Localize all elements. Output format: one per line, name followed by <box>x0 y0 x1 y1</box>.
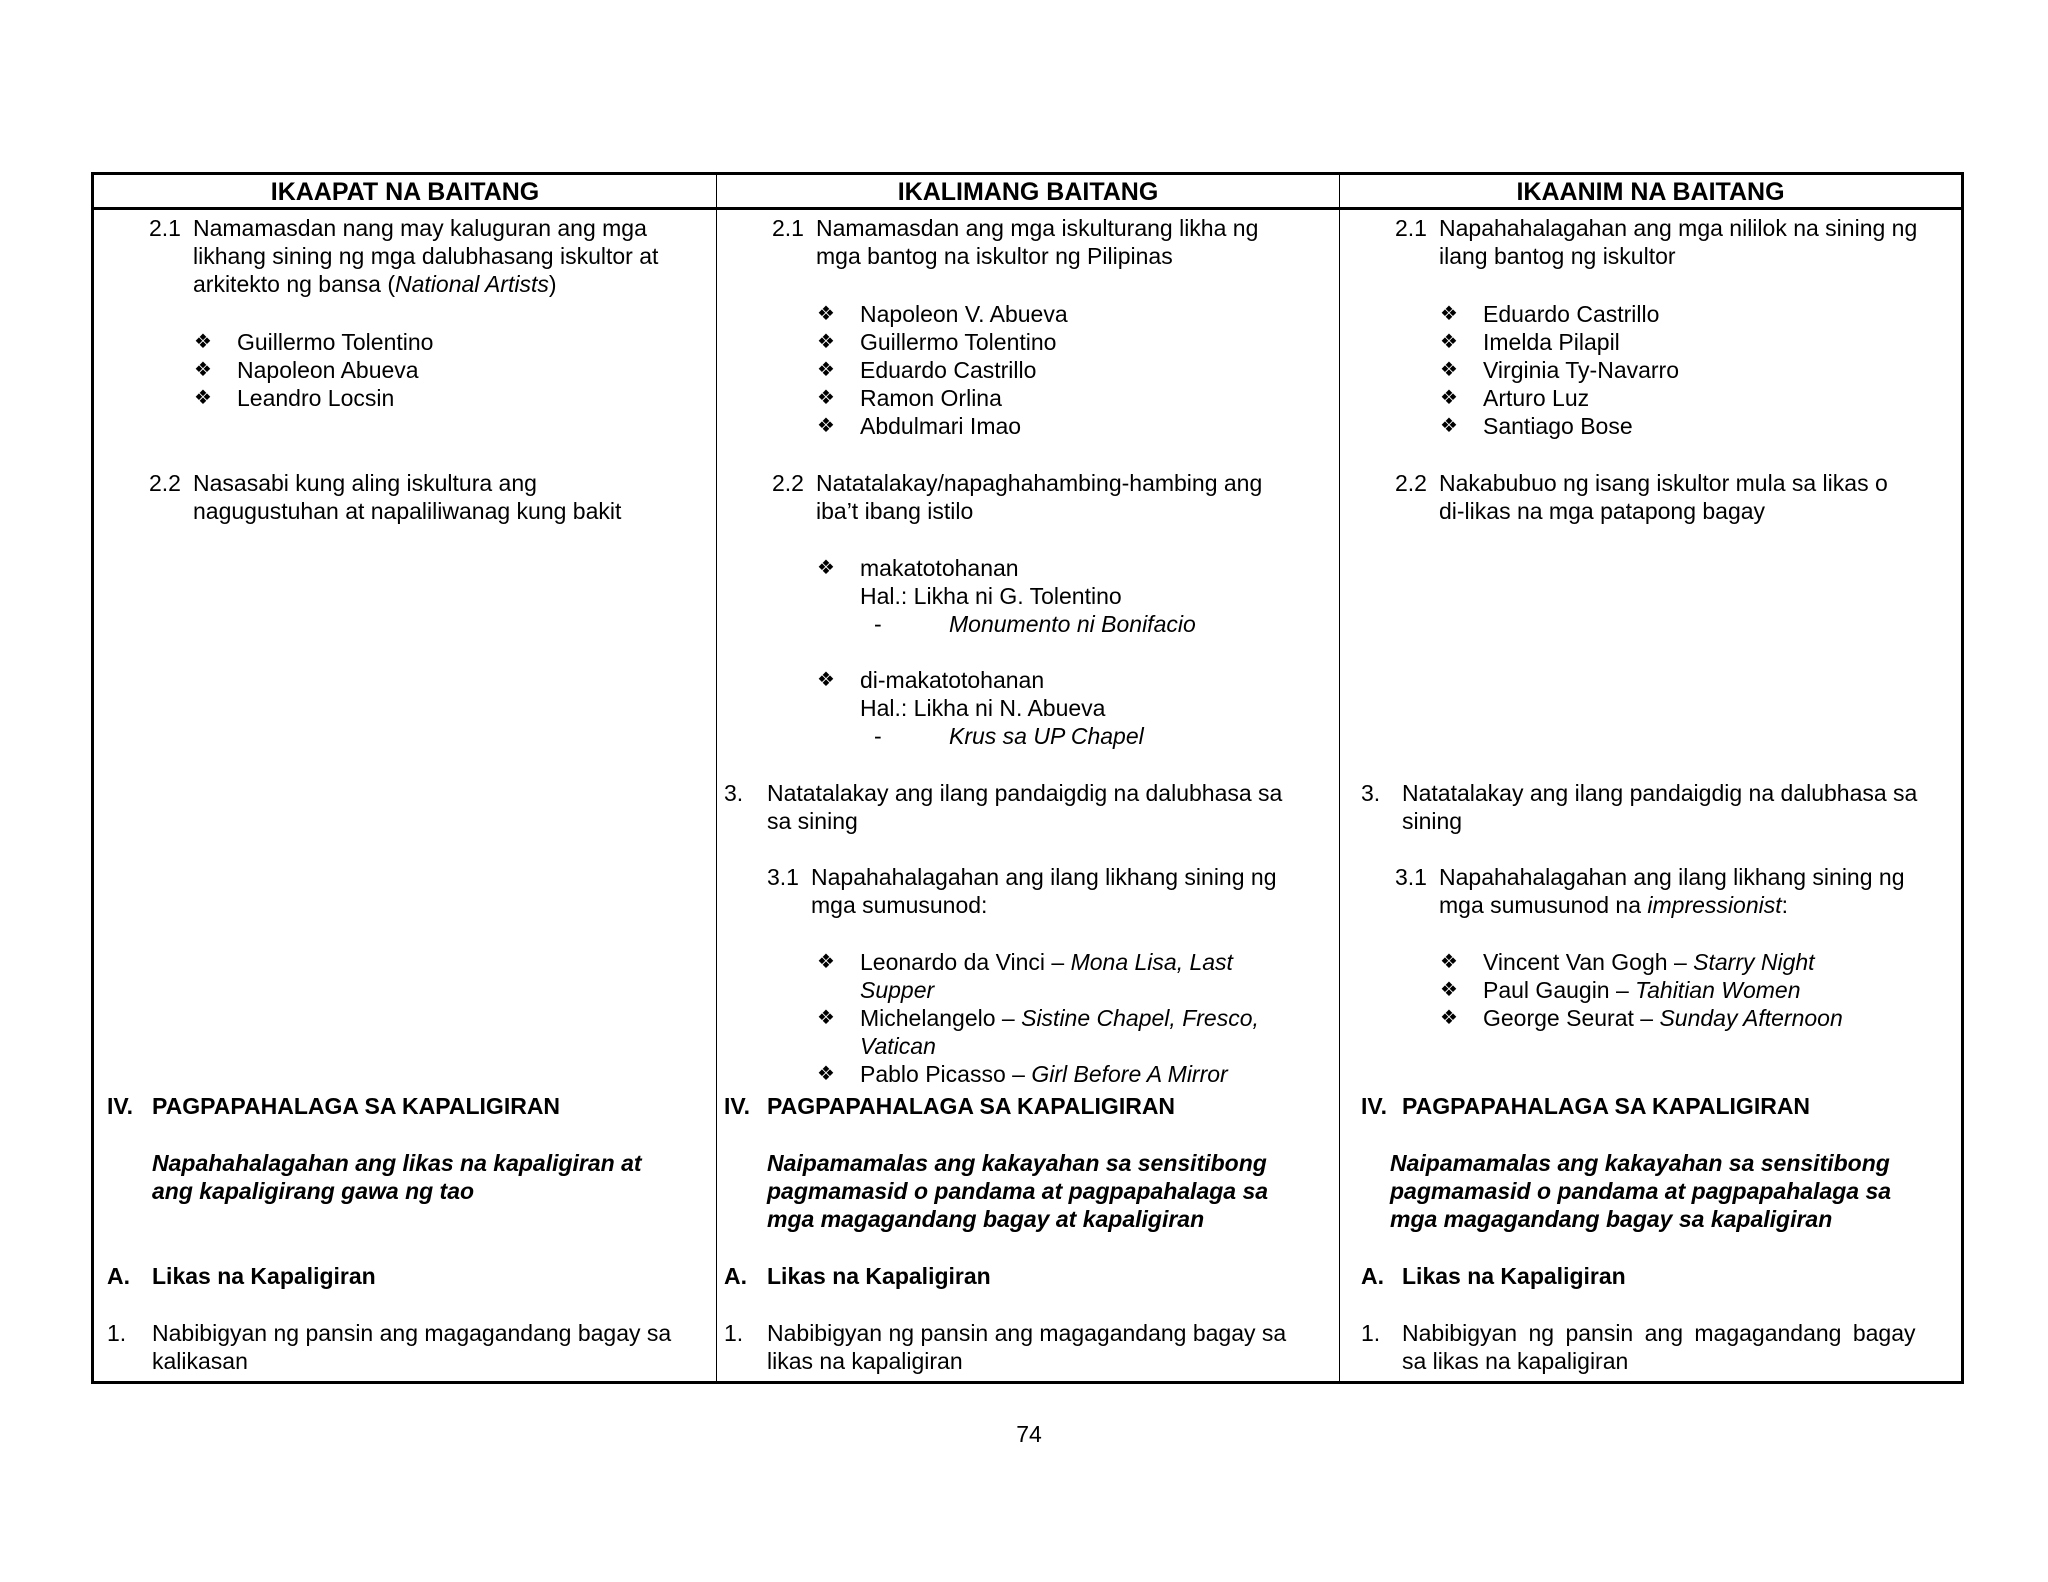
diamond-bullet-icon: ❖ <box>817 669 835 691</box>
section-title: PAGPAPAHALAGA SA KAPALIGIRAN <box>1402 1093 1811 1119</box>
section-description: Napahahalagahan ang likas na kapaligiran at <box>152 1150 642 1176</box>
item-number: 1. <box>724 1320 744 1346</box>
objective-text: di-likas na mga patapong bagay <box>1439 498 1766 524</box>
artist-name: Eduardo Castrillo <box>860 357 1037 383</box>
objective-text: kalikasan <box>152 1348 248 1374</box>
item-number: 2.1 <box>149 215 181 241</box>
item-number: 2.2 <box>1395 470 1427 496</box>
diamond-bullet-icon: ❖ <box>1440 387 1458 409</box>
artist-name: Virginia Ty-Navarro <box>1483 357 1680 383</box>
objective-text: iba’t ibang istilo <box>816 498 974 524</box>
style-example: Hal.: Likha ni G. Tolentino <box>860 583 1122 609</box>
style-example: Hal.: Likha ni N. Abueva <box>860 695 1106 721</box>
item-number: 3. <box>724 780 744 806</box>
header-divider <box>94 207 1961 210</box>
item-number: 2.2 <box>149 470 181 496</box>
artwork-entry: Vincent Van Gogh – Starry Night <box>1483 949 1815 975</box>
section-description: mga magagandang bagay sa kapaligiran <box>1390 1206 1833 1232</box>
diamond-bullet-icon: ❖ <box>1440 359 1458 381</box>
objective-text: nagugustuhan at napaliliwanag kung bakit <box>193 498 622 524</box>
artist-name: Santiago Bose <box>1483 413 1633 439</box>
objective-text: likas na kapaligiran <box>767 1348 963 1374</box>
objective-text: Namamasdan ang mga iskulturang likha ng <box>816 215 1259 241</box>
artist-name: Napoleon V. Abueva <box>860 301 1068 327</box>
style-name: di-makatotohanan <box>860 667 1045 693</box>
style-name: makatotohanan <box>860 555 1019 581</box>
section-title: PAGPAPAHALAGA SA KAPALIGIRAN <box>152 1093 561 1119</box>
header-grade-6: IKAANIM NA BAITANG <box>1516 178 1785 206</box>
objective-text: Namamasdan nang may kaluguran ang mga <box>193 215 647 241</box>
artist-name: Eduardo Castrillo <box>1483 301 1660 327</box>
item-number: 2.1 <box>1395 215 1427 241</box>
objective-text: mga bantog na iskultor ng Pilipinas <box>816 243 1173 269</box>
objective-text: Nabibigyan ng pansin ang magagandang bagay sa <box>152 1320 672 1346</box>
section-description: pagmamasid o pandama at pagpapahalaga sa <box>1390 1178 1892 1204</box>
artwork-title: Vatican <box>860 1033 936 1059</box>
objective-text: Nasasabi kung aling iskultura ang <box>193 470 537 496</box>
artist-name: Guillermo Tolentino <box>860 329 1057 355</box>
diamond-bullet-icon: ❖ <box>817 359 835 381</box>
header-grade-5: IKALIMANG BAITANG <box>897 178 1159 206</box>
objective-text: Napahahalagahan ang mga nililok na sining ng <box>1439 215 1918 241</box>
dash: - <box>874 611 882 637</box>
header-grade-4: IKAAPAT NA BAITANG <box>270 178 540 206</box>
objective-text: mga sumusunod: <box>811 892 988 918</box>
section-number: IV. <box>107 1093 134 1119</box>
item-number: 3. <box>1361 780 1381 806</box>
diamond-bullet-icon: ❖ <box>817 951 835 973</box>
item-number: 3.1 <box>1395 864 1427 890</box>
objective-text: sa likas na kapaligiran <box>1402 1348 1629 1374</box>
objective-text: sining <box>1402 808 1463 834</box>
objective-text: Nakabubuo ng isang iskultor mula sa likas o <box>1439 470 1888 496</box>
objective-text: Napahahalagahan ang ilang likhang sining ng <box>1439 864 1905 890</box>
diamond-bullet-icon: ❖ <box>817 387 835 409</box>
artwork-entry: Michelangelo – Sistine Chapel, Fresco, <box>860 1005 1259 1031</box>
artist-name: Guillermo Tolentino <box>237 329 434 355</box>
subsection-letter: A. <box>107 1263 130 1289</box>
artist-name: Arturo Luz <box>1483 385 1590 411</box>
diamond-bullet-icon: ❖ <box>1440 1007 1458 1029</box>
objective-text: Napahahalagahan ang ilang likhang sining ng <box>811 864 1277 890</box>
artist-name: Napoleon Abueva <box>237 357 419 383</box>
diamond-bullet-icon: ❖ <box>1440 951 1458 973</box>
artwork-entry: Leonardo da Vinci – Mona Lisa, Last <box>860 949 1233 975</box>
objective-text: sa sining <box>767 808 858 834</box>
subsection-letter: A. <box>1361 1263 1384 1289</box>
diamond-bullet-icon: ❖ <box>194 359 212 381</box>
section-description: Naipamamalas ang kakayahan sa sensitibong <box>1390 1150 1890 1176</box>
artwork-title: Krus sa UP Chapel <box>949 723 1144 749</box>
item-number: 2.2 <box>772 470 804 496</box>
diamond-bullet-icon: ❖ <box>1440 303 1458 325</box>
section-description: mga magagandang bagay at kapaligiran <box>767 1206 1205 1232</box>
diamond-bullet-icon: ❖ <box>194 387 212 409</box>
item-number: 1. <box>107 1320 127 1346</box>
objective-text: Natatalakay/napaghahambing-hambing ang <box>816 470 1263 496</box>
diamond-bullet-icon: ❖ <box>1440 415 1458 437</box>
section-number: IV. <box>1361 1093 1388 1119</box>
objective-text: likhang sining ng mga dalubhasang iskultor at <box>193 243 659 269</box>
section-description: pagmamasid o pandama at pagpapahalaga sa <box>767 1178 1269 1204</box>
diamond-bullet-icon: ❖ <box>817 1007 835 1029</box>
diamond-bullet-icon: ❖ <box>1440 979 1458 1001</box>
artist-name: Leandro Locsin <box>237 385 395 411</box>
item-number: 3.1 <box>767 864 799 890</box>
diamond-bullet-icon: ❖ <box>817 331 835 353</box>
objective-text: arkitekto ng bansa (National Artists) <box>193 271 557 297</box>
artwork-entry: Pablo Picasso – Girl Before A Mirror <box>860 1061 1228 1087</box>
objective-text: Nabibigyan ng pansin ang magagandang bagay <box>1402 1320 1916 1346</box>
artist-name: Abdulmari Imao <box>860 413 1022 439</box>
subsection-title: Likas na Kapaligiran <box>767 1263 991 1289</box>
artwork-entry: Paul Gaugin – Tahitian Women <box>1483 977 1801 1003</box>
objective-text: Natatalakay ang ilang pandaigdig na dalubhasa sa <box>767 780 1283 806</box>
artwork-entry: George Seurat – Sunday Afternoon <box>1483 1005 1843 1031</box>
objective-text: ilang bantog ng iskultor <box>1439 243 1676 269</box>
column-divider <box>716 175 717 1381</box>
diamond-bullet-icon: ❖ <box>817 1063 835 1085</box>
section-number: IV. <box>724 1093 751 1119</box>
diamond-bullet-icon: ❖ <box>817 557 835 579</box>
section-description: ang kapaligirang gawa ng tao <box>152 1178 475 1204</box>
objective-text: mga sumusunod na impressionist: <box>1439 892 1789 918</box>
subsection-letter: A. <box>724 1263 747 1289</box>
section-title: PAGPAPAHALAGA SA KAPALIGIRAN <box>767 1093 1176 1119</box>
artist-name: Imelda Pilapil <box>1483 329 1620 355</box>
subsection-title: Likas na Kapaligiran <box>1402 1263 1626 1289</box>
diamond-bullet-icon: ❖ <box>817 303 835 325</box>
objective-text: Nabibigyan ng pansin ang magagandang bagay sa <box>767 1320 1287 1346</box>
artwork-title: Monumento ni Bonifacio <box>949 611 1196 637</box>
artwork-title: Supper <box>860 977 935 1003</box>
diamond-bullet-icon: ❖ <box>1440 331 1458 353</box>
artist-name: Ramon Orlina <box>860 385 1002 411</box>
subsection-title: Likas na Kapaligiran <box>152 1263 376 1289</box>
curriculum-table <box>91 172 1964 1384</box>
diamond-bullet-icon: ❖ <box>194 331 212 353</box>
column-divider <box>1339 175 1340 1381</box>
dash: - <box>874 723 882 749</box>
page-number: 74 <box>1016 1421 1042 1447</box>
section-description: Naipamamalas ang kakayahan sa sensitibong <box>767 1150 1267 1176</box>
diamond-bullet-icon: ❖ <box>817 415 835 437</box>
item-number: 2.1 <box>772 215 804 241</box>
objective-text: Natatalakay ang ilang pandaigdig na dalubhasa sa <box>1402 780 1918 806</box>
item-number: 1. <box>1361 1320 1381 1346</box>
